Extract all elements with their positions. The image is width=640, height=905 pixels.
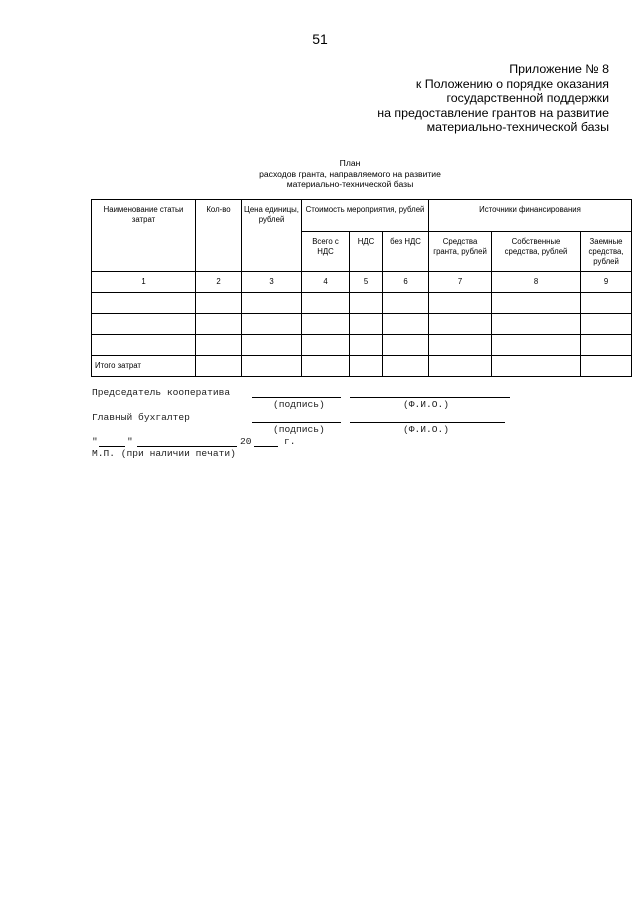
signature-block xyxy=(92,387,552,461)
accountant-signature-line xyxy=(252,412,341,423)
accountant-line xyxy=(92,412,552,424)
appendix-line-5: материально-технической базы xyxy=(426,120,609,135)
header-own: Собственные средства, рублей xyxy=(492,232,581,272)
appendix-line-2: к Положению о порядке оказания xyxy=(415,76,609,91)
table-cell xyxy=(350,335,383,356)
header-cost: Стоимость мероприятия, рублей xyxy=(302,200,429,232)
table-cell xyxy=(242,314,302,335)
appendix-line-1: Приложение № 8 xyxy=(509,62,609,76)
total-row xyxy=(92,356,632,377)
table-cell xyxy=(242,293,302,314)
chairman-signature-line xyxy=(252,387,341,398)
plan-title-line-1: План xyxy=(339,158,361,168)
table-cell xyxy=(581,293,632,314)
plan-title-line-3: материально-технической базы xyxy=(286,179,414,190)
table-cell xyxy=(242,356,302,377)
date-line xyxy=(92,436,552,448)
table-cell xyxy=(492,356,581,377)
table-cell xyxy=(383,356,429,377)
date-year-line xyxy=(254,436,278,447)
accountant-label: Главный бухгалтер xyxy=(92,411,190,423)
table-row xyxy=(92,293,632,314)
date-suffix: г. xyxy=(284,436,296,448)
chairman-line xyxy=(92,387,552,399)
column-number: 3 xyxy=(242,272,302,293)
appendix-line-4: на предоставление грантов на развитие xyxy=(377,105,609,120)
accountant-name-line xyxy=(350,412,505,423)
column-number: 9 xyxy=(581,272,632,293)
table-row xyxy=(92,314,632,335)
appendix-header xyxy=(377,62,609,135)
expense-plan-table xyxy=(91,199,632,377)
table-cell xyxy=(350,356,383,377)
plan-title-line-2: расходов гранта, направляемого на развитие xyxy=(259,168,441,179)
chairman-hints xyxy=(92,399,552,411)
table-cell xyxy=(196,314,242,335)
date-quote-open: " xyxy=(92,436,98,448)
table-cell xyxy=(92,335,196,356)
table-cell xyxy=(302,293,350,314)
table-cell xyxy=(242,335,302,356)
column-number: 8 xyxy=(492,272,581,293)
header-name: Наименование статьи затрат xyxy=(92,200,196,272)
table-row xyxy=(92,335,632,356)
table-cell xyxy=(581,314,632,335)
appendix-line-3: государственной поддержки xyxy=(446,91,609,106)
table-cell xyxy=(429,314,492,335)
table-cell xyxy=(350,293,383,314)
header-sources: Источники финансирования xyxy=(429,200,632,232)
table-cell xyxy=(196,335,242,356)
table-cell xyxy=(581,356,632,377)
table-cell xyxy=(383,314,429,335)
date-quote-close: " xyxy=(127,436,133,448)
chairman-label: Председатель кооператива xyxy=(92,387,231,398)
column-number: 2 xyxy=(196,272,242,293)
header-grant: Средства гранта, рублей xyxy=(429,232,492,272)
name-hint: (Ф.И.О.) xyxy=(403,423,450,435)
date-year: 20 xyxy=(240,436,252,448)
table-cell xyxy=(92,314,196,335)
header-vat: НДС xyxy=(350,232,383,272)
table-cell xyxy=(350,314,383,335)
table-cell xyxy=(492,314,581,335)
signature-hint: (подпись) xyxy=(273,399,325,411)
total-label: Итого затрат xyxy=(92,356,196,377)
stamp-note: М.П. (при наличии печати) xyxy=(92,448,236,460)
header-loan: Заемные средства, рублей xyxy=(581,232,632,272)
table-cell xyxy=(383,335,429,356)
table-cell xyxy=(302,314,350,335)
date-month-line xyxy=(137,436,237,447)
column-number: 7 xyxy=(429,272,492,293)
plan-title xyxy=(0,158,640,190)
column-number: 5 xyxy=(350,272,383,293)
header-total-vat: Всего с НДС xyxy=(302,232,350,272)
table-cell xyxy=(383,293,429,314)
table-cell xyxy=(429,293,492,314)
table-cell xyxy=(429,356,492,377)
table-cell xyxy=(196,293,242,314)
table-cell xyxy=(302,335,350,356)
header-price: Цена единицы, рублей xyxy=(242,200,302,272)
table-cell xyxy=(196,356,242,377)
column-number-row xyxy=(92,272,632,293)
table-cell xyxy=(492,293,581,314)
signature-hint: (подпись) xyxy=(273,423,325,435)
column-number: 6 xyxy=(383,272,429,293)
header-qty: Кол-во xyxy=(196,200,242,272)
column-number: 4 xyxy=(302,272,350,293)
chairman-name-line xyxy=(350,387,510,398)
table-cell xyxy=(92,293,196,314)
name-hint: (Ф.И.О.) xyxy=(403,399,450,411)
table-cell xyxy=(429,335,492,356)
accountant-hints xyxy=(92,424,552,436)
page-number: 51 xyxy=(312,31,328,47)
date-day-line xyxy=(99,436,125,447)
header-no-vat: без НДС xyxy=(383,232,429,272)
stamp-line xyxy=(92,448,552,460)
table-cell xyxy=(581,335,632,356)
table-cell xyxy=(302,356,350,377)
column-number: 1 xyxy=(92,272,196,293)
header-row-top xyxy=(92,200,632,232)
table-cell xyxy=(492,335,581,356)
